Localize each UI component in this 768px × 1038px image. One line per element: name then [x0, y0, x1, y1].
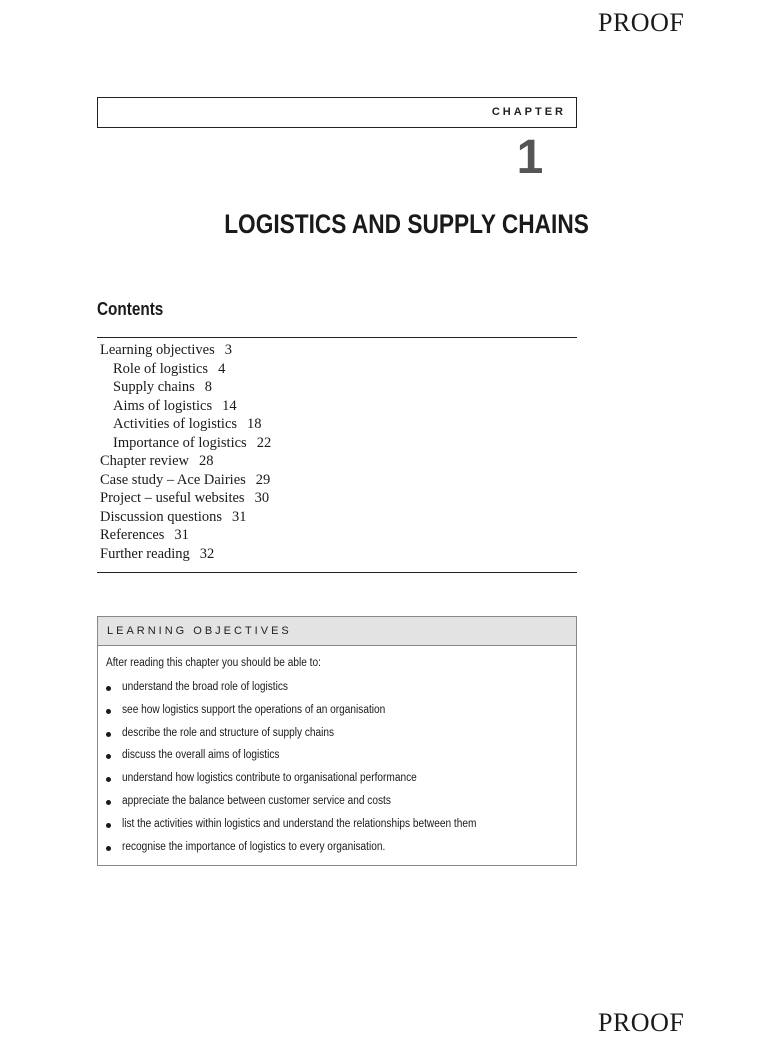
bullet-icon	[106, 777, 111, 782]
contents-entry-title: Project – useful websites	[100, 490, 245, 506]
contents-entry-title: Aims of logistics	[113, 397, 213, 414]
contents-entry-page: 32	[199, 545, 215, 562]
learning-objective-text: recognise the importance of logistics to every organisation.	[122, 840, 386, 853]
contents-entry	[100, 397, 271, 416]
contents-entry-page: 29	[255, 471, 271, 488]
learning-objectives-box	[97, 616, 577, 866]
bullet-icon	[106, 686, 111, 691]
learning-objective-text: appreciate the balance between customer service and costs	[122, 794, 391, 807]
contents-entry-title: Activities of logistics	[113, 416, 238, 432]
contents-entry-title: Discussion questions	[100, 508, 223, 525]
contents-entry-page: 8	[204, 379, 213, 395]
contents-entry	[100, 471, 271, 490]
contents-entry-title: Importance of logistics	[113, 434, 247, 451]
learning-objectives-title: LEARNING OBJECTIVES	[107, 625, 292, 637]
learning-objectives-header	[98, 617, 576, 646]
contents-entry	[100, 415, 271, 434]
chapter-title: LOGISTICS AND SUPPLY CHAINS	[224, 209, 589, 239]
contents-entry-page: 28	[198, 453, 214, 469]
chapter-number: 1	[516, 131, 544, 184]
contents-entry-title: Supply chains	[113, 379, 195, 395]
contents-entry	[100, 452, 271, 471]
contents-entry-title: Chapter review	[100, 453, 189, 469]
learning-objectives-intro: After reading this chapter you should be able to:	[106, 657, 321, 669]
learning-objective-text: discuss the overall aims of logistics	[122, 749, 280, 762]
contents-entry	[100, 360, 271, 379]
contents-entry-title: Role of logistics	[113, 360, 209, 377]
contents-entry-title: Further reading	[100, 545, 190, 562]
contents-entry	[100, 508, 271, 527]
chapter-label-box	[97, 97, 577, 128]
bullet-icon	[106, 732, 111, 737]
contents-entry-page: 31	[232, 508, 247, 525]
chapter-label: CHAPTER	[491, 106, 566, 118]
contents-heading: Contents	[97, 299, 164, 319]
bullet-icon	[106, 846, 111, 851]
contents-entry-page: 4	[218, 360, 226, 377]
contents-entry-page: 31	[174, 527, 189, 543]
bullet-icon	[106, 800, 111, 805]
contents-bottom-rule	[97, 572, 577, 573]
contents-entry	[100, 489, 271, 508]
bullet-icon	[106, 823, 111, 828]
contents-entry-title: References	[100, 527, 165, 543]
contents-entry-page: 18	[247, 416, 262, 432]
contents-entry	[100, 526, 271, 545]
contents-top-rule	[97, 337, 577, 338]
bullet-icon	[106, 754, 111, 759]
contents-entry-page: 22	[256, 434, 272, 451]
learning-objective-text: list the activities within logistics and understand the relationships between them	[122, 817, 477, 830]
proof-mark-top: PROOF	[598, 8, 685, 37]
contents-entry-page: 30	[254, 490, 270, 506]
contents-entry-title: Learning objectives	[100, 342, 215, 358]
bullet-icon	[106, 709, 111, 714]
learning-objective-text: describe the role and structure of supply chains	[122, 726, 335, 739]
learning-objective-text: understand how logistics contribute to organisational performance	[122, 772, 417, 785]
proof-mark-bottom: PROOF	[598, 1008, 685, 1037]
learning-objective-text: see how logistics support the operations of an organisation	[122, 703, 386, 716]
contents-entry-page: 3	[224, 342, 232, 358]
contents-list	[100, 341, 271, 563]
contents-entry	[100, 434, 271, 453]
contents-entry-title: Case study – Ace Dairies	[100, 471, 246, 488]
contents-entry	[100, 341, 271, 360]
contents-entry	[100, 545, 271, 564]
contents-entry	[100, 378, 271, 397]
contents-entry-page: 14	[222, 397, 237, 414]
learning-objective-text: understand the broad role of logistics	[122, 681, 288, 693]
